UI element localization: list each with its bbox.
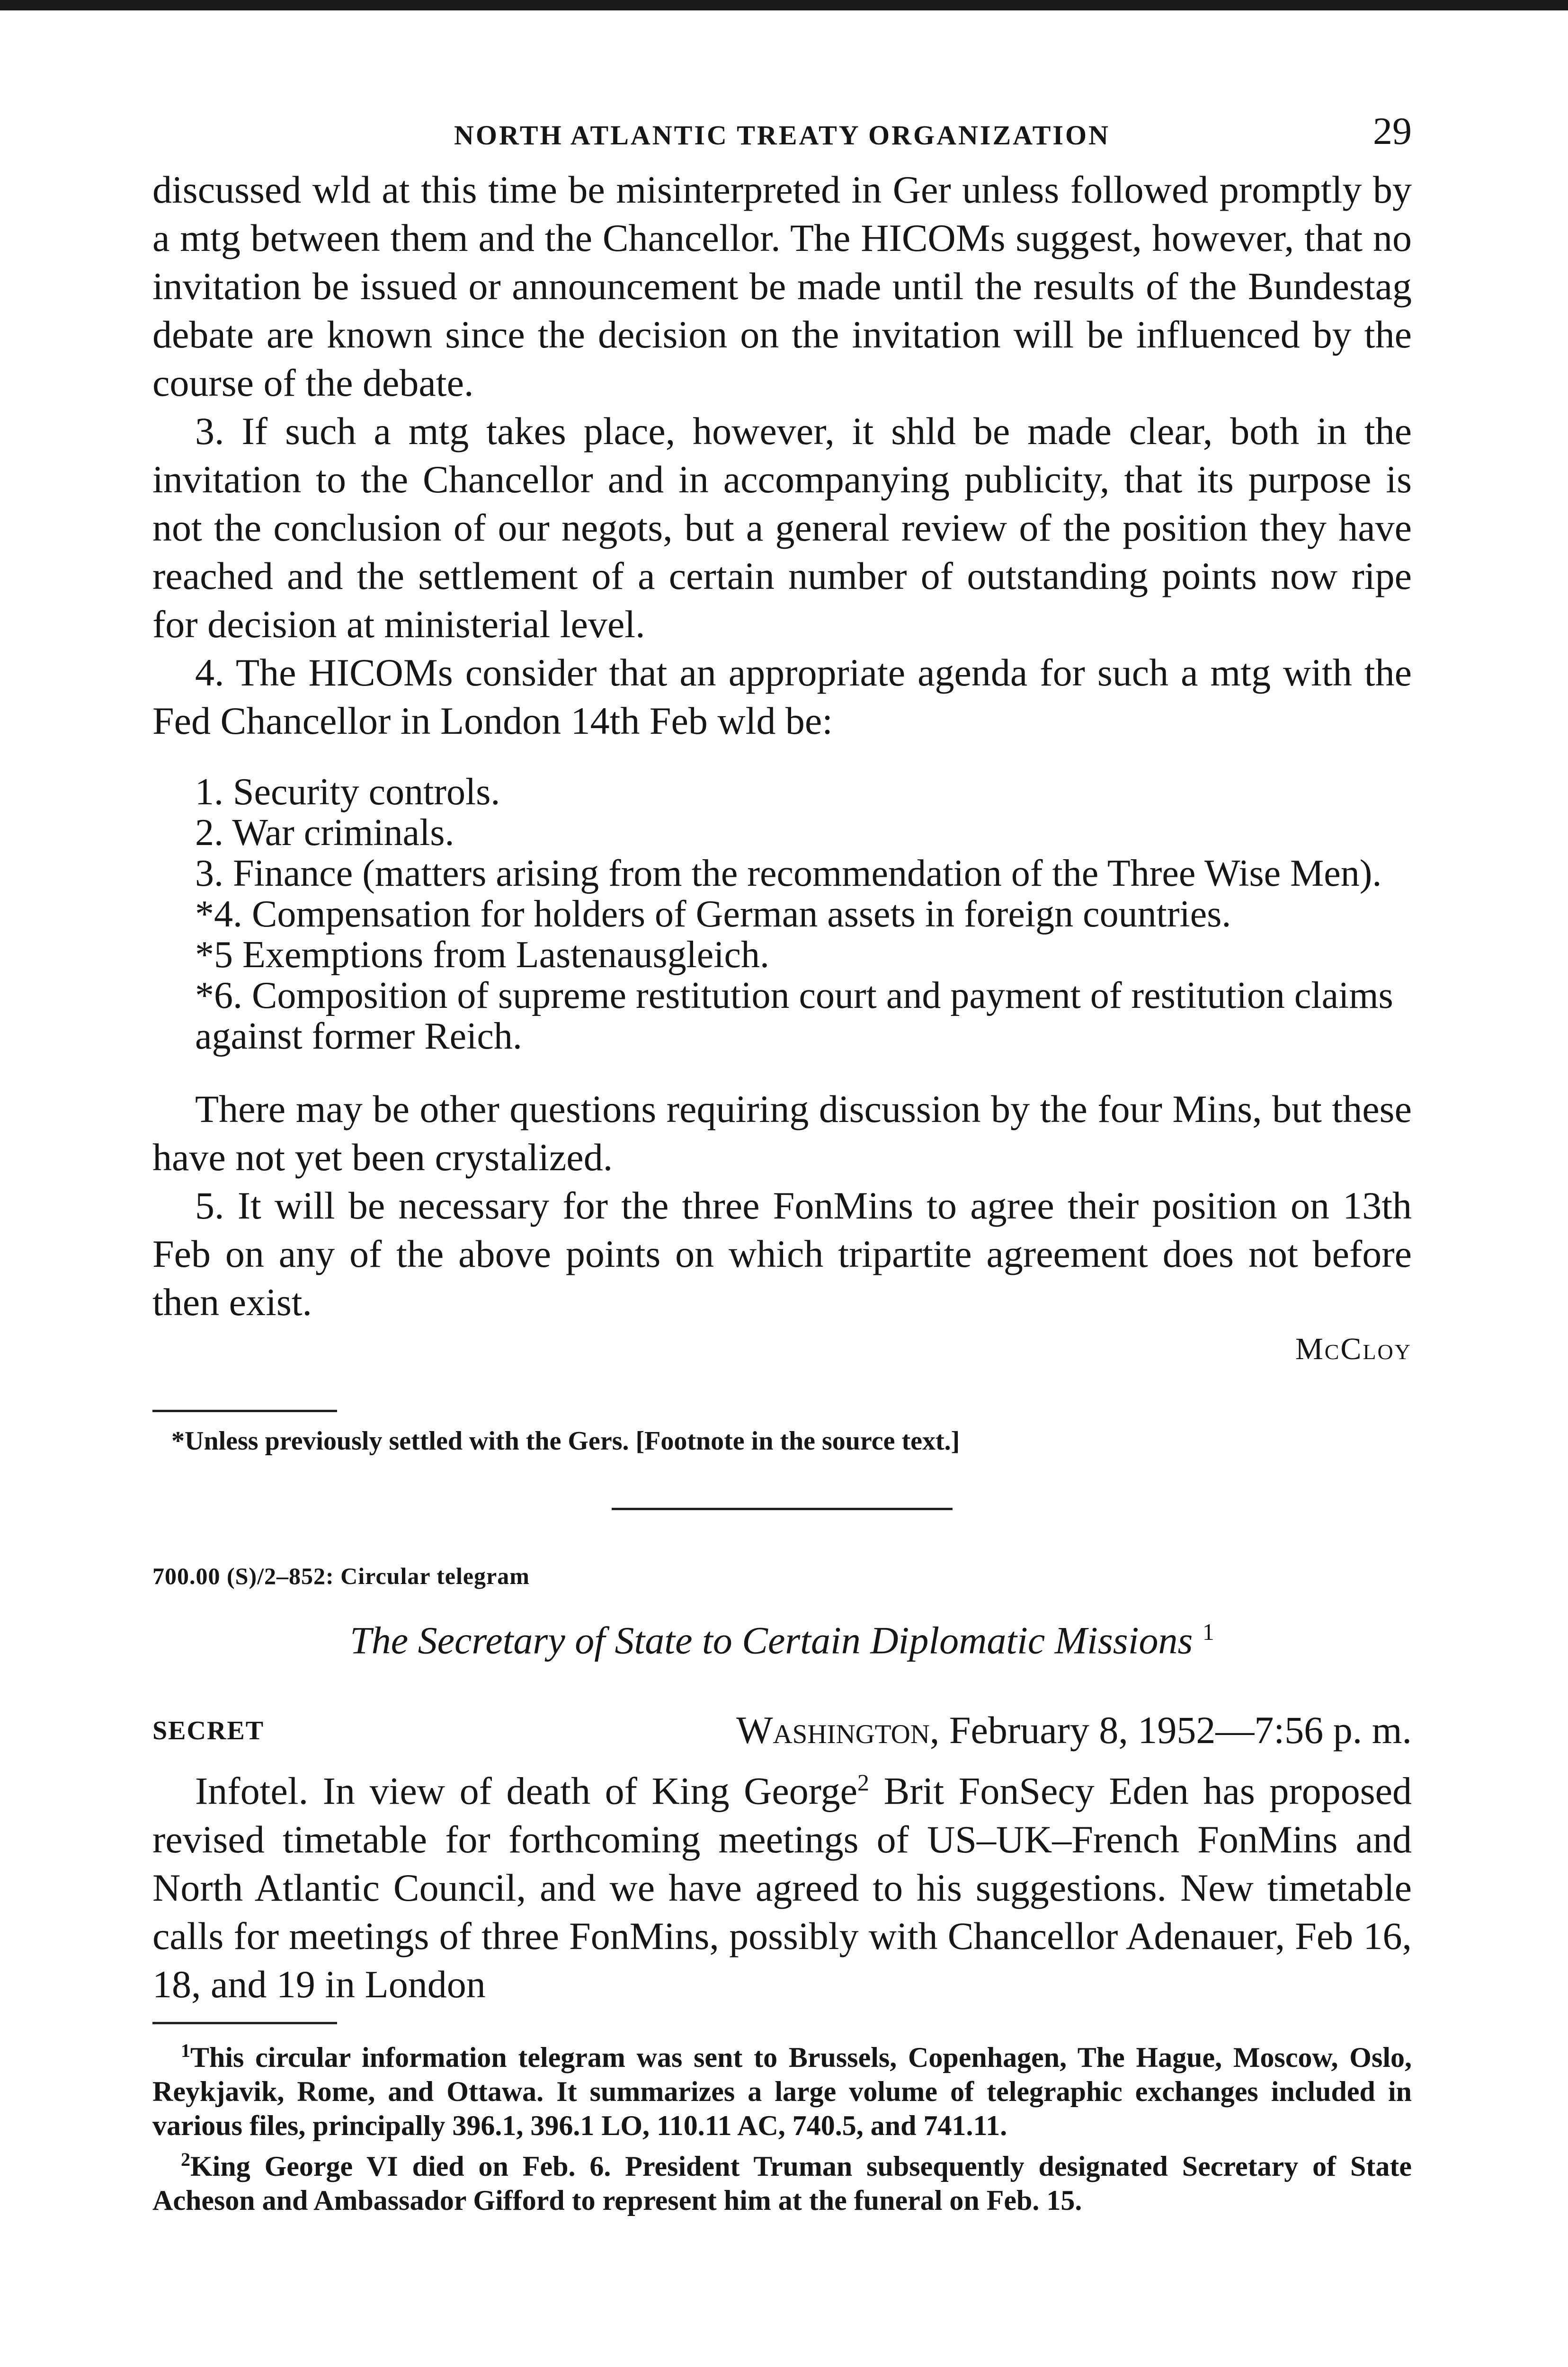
- agenda-item: 3. Finance (matters arising from the recommendation of the Three Wise Men).: [195, 853, 1382, 894]
- footnote-2-mark: 2: [181, 2148, 190, 2170]
- section-divider: [612, 1508, 953, 1510]
- paragraph-3: 3. If such a mtg takes place, however, it shld be made clear, both in the invitation to the Chancellor and in accompanying publicity, that its purpose is not the conclusion of our negots, but a general review of the position they have reached and the settlement of a certain number of outstanding points now ripe for decision at ministerial level.: [152, 409, 1412, 646]
- footnote-rule: [152, 2022, 337, 2024]
- agenda-item: 2. War criminals.: [195, 812, 454, 854]
- paragraph-other-questions: There may be other questions requiring discussion by the four Mins, but these have not yet been crystalized.: [152, 1087, 1412, 1179]
- top-border: [0, 0, 1568, 10]
- footnote-rule: [152, 1410, 337, 1412]
- document-page: [152, 109, 1412, 2217]
- telegram-body-part-2: Brit FonSecy Eden has proposed revised timetable for forthcoming meetings of US–UK–French FonMins and North Atlantic Council, and we have agreed to his suggestions. New timetable calls for meetings of three FonMins, possibly with Chancellor Adenauer, Feb 16, 18, and 19 in London: [152, 1769, 1412, 2006]
- running-title: NORTH ATLANTIC TREATY ORGANIZATION: [454, 120, 1110, 151]
- footnote-1-text: This circular information telegram was sent to Brussels, Copenhagen, The Hague, Moscow, Oslo, Reykjavik, Rome, and Ottawa. It summarizes a large volume of telegraphic exchanges included in various files, principally 396.1, 396.1 LO, 110.11 AC, 740.5, and 741.11.: [152, 2041, 1412, 2141]
- page-number: 29: [1373, 109, 1412, 152]
- classification-marking: SECRET: [152, 1716, 265, 1746]
- dateline-text: [736, 1708, 1412, 1753]
- footnote-asterisk: *Unless previously settled with the Gers. [Footnote in the source text.]: [171, 1426, 960, 1456]
- agenda-item: *6. Composition of supreme restitution court and payment of restitution claims against former Reich.: [195, 975, 1393, 1057]
- signature: McCloy: [1295, 1332, 1412, 1366]
- footnote-1-mark: 1: [181, 2039, 190, 2061]
- dateline: [152, 1700, 1412, 1753]
- dateline-date: , February 8, 1952—7:56 p. m.: [929, 1709, 1412, 1752]
- footnotes: [152, 2034, 1412, 2217]
- footnote-ref-1: 1: [1202, 1619, 1214, 1645]
- footnote-2: [152, 2143, 1412, 2217]
- file-reference: 700.00 (S)/2–852: Circular telegram: [152, 1563, 530, 1589]
- paragraph-4: 4. The HICOMs consider that an appropriate agenda for such a mtg with the Fed Chancellor in London 14th Feb wld be:: [152, 651, 1412, 742]
- telegram-body-part-1: Infotel. In view of death of King George: [195, 1769, 858, 1813]
- document-title-text: The Secretary of State to Certain Diplomatic Missions: [350, 1619, 1193, 1662]
- document-title: [152, 1618, 1412, 1663]
- agenda-list: [152, 772, 1412, 1057]
- agenda-item: *5 Exemptions from Lastenausgleich.: [195, 934, 770, 976]
- agenda-item: 1. Security controls.: [195, 771, 500, 813]
- footnote-1: [152, 2034, 1412, 2143]
- footnote-2-text: King George VI died on Feb. 6. President Truman subsequently designated Secretary of State Acheson and Ambassador Gifford to represent him at the funeral on Feb. 15.: [152, 2150, 1412, 2216]
- footnote-ref-2: 2: [857, 1769, 870, 1796]
- paragraph-continued: discussed wld at this time be misinterpreted in Ger unless followed promptly by a mtg between them and the Chancellor. The HICOMs suggest, however, that no invitation be issued or announcement be made until the results of the Bundestag debate are known since the decision on the invitation will be influenced by the course of the debate.: [152, 168, 1412, 404]
- running-head: [152, 109, 1412, 166]
- paragraph-5: 5. It will be necessary for the three FonMins to agree their position on 13th Feb on any of the above points on which tripartite agreement does not before then exist.: [152, 1184, 1412, 1324]
- telegram-body: [152, 1758, 1412, 2008]
- agenda-item: *4. Compensation for holders of German assets in foreign countries.: [195, 893, 1231, 935]
- dateline-place: Washington: [736, 1709, 930, 1752]
